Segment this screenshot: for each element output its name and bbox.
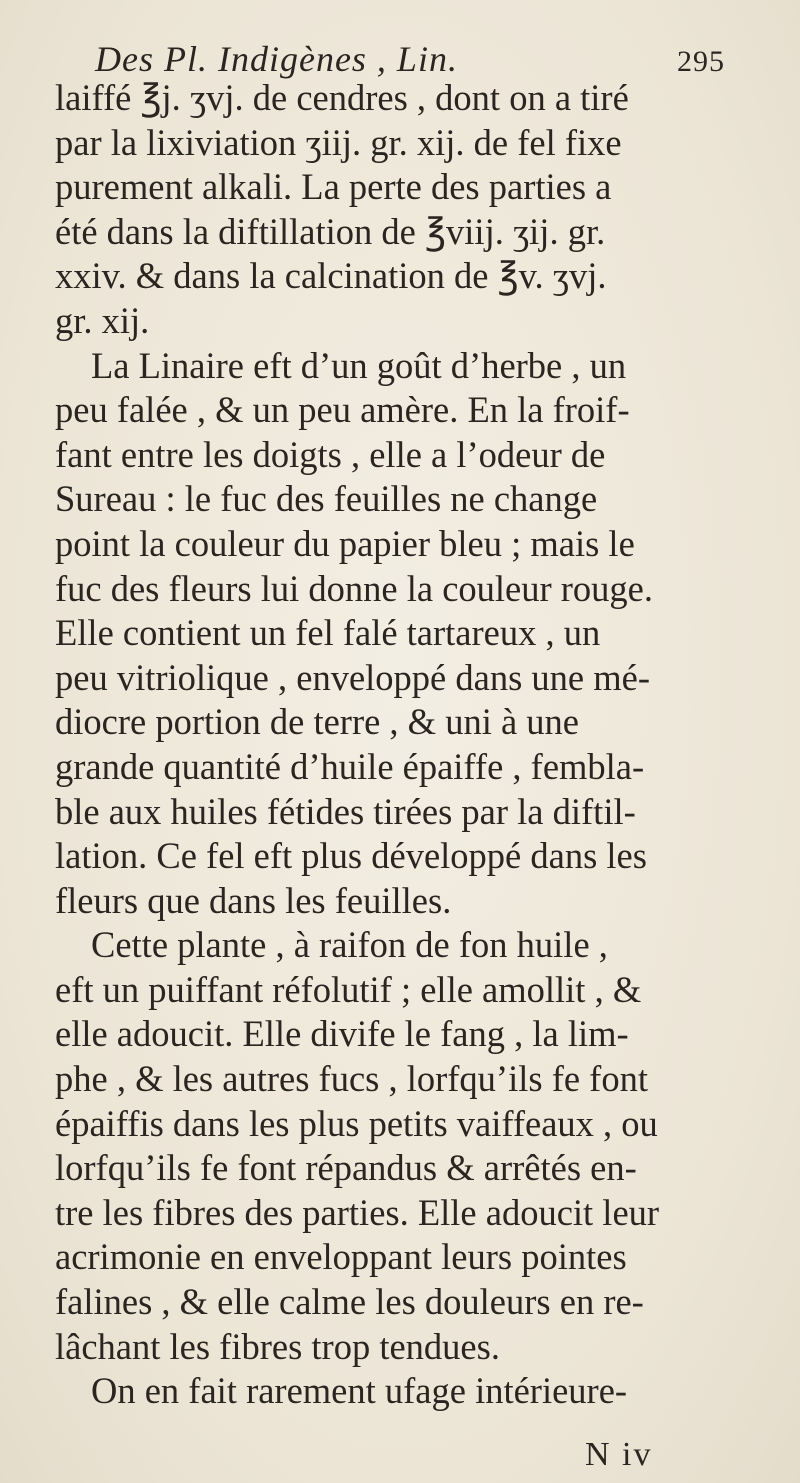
running-title: Des Pl. Indigènes , Lin. — [95, 39, 458, 79]
page-number: 295 — [677, 45, 725, 78]
text-line: peu vitriolique , enveloppé dans une mé- — [55, 656, 650, 698]
text-line: diocre portion de terre , & uni à une — [55, 701, 579, 743]
text-line: gr. xij. — [55, 299, 150, 341]
text-line: épaiffis dans les plus petits vaiffeaux , ou — [55, 1102, 658, 1144]
text-line: phe , & les autres fucs , lorfqu’ils fe font — [55, 1058, 648, 1100]
text-line: On en fait rarement ufage intérieure- — [91, 1370, 628, 1412]
text-line: fant entre les doigts , elle a l’odeur de — [55, 433, 606, 475]
text-line: falines , & elle calme les douleurs en re- — [55, 1281, 644, 1323]
text-line: La Linaire eft d’un goût d’herbe , un — [91, 344, 627, 386]
text-line: peu falée , & un peu amère. En la froif- — [55, 389, 630, 431]
text-line: été dans la diftillation de ℥viij. ʒij. gr. — [55, 210, 606, 252]
text-line: grande quantité d’huile épaiffe , fembla- — [55, 745, 645, 787]
text-line: purement alkali. La perte des parties a — [55, 166, 612, 208]
text-line: eft un puiffant réfolutif ; elle amollit , & — [55, 968, 642, 1010]
text-line: ble aux huiles fétides tirées par la diftil- — [55, 790, 636, 832]
text-line: laiffé ℥j. ʒvj. de cendres , dont on a tiré — [55, 77, 629, 118]
text-line: lâchant les fibres trop tendues. — [55, 1325, 500, 1367]
text-line: lorfqu’ils fe font répandus & arrêtés en- — [55, 1147, 637, 1189]
text-line: point la couleur du papier bleu ; mais le — [55, 522, 635, 564]
text-line: Sureau : le fuc des feuilles ne change — [55, 478, 598, 520]
signature-mark: N iv — [585, 1436, 653, 1473]
text-line: xxiv. & dans la calcination de ℥v. ʒvj. — [55, 255, 607, 297]
text-line: par la lixiviation ʒiij. gr. xij. de fel fixe — [55, 121, 622, 163]
text-line: lation. Ce fel eft plus développé dans les — [55, 835, 647, 877]
text-line: elle adoucit. Elle divife le fang , la lim- — [55, 1013, 629, 1055]
text-line: tre les fibres des parties. Elle adoucit leur — [55, 1191, 660, 1233]
text-line: Elle contient un fel falé tartareux , un — [55, 612, 601, 654]
body-text — [55, 76, 755, 1414]
text-line: Cette plante , à raifon de fon huile , — [91, 924, 608, 966]
text-line: fuc des fleurs lui donne la couleur rouge. — [55, 567, 653, 609]
text-line: fleurs que dans les feuilles. — [55, 879, 452, 921]
text-line: acrimonie en enveloppant leurs pointes — [55, 1236, 627, 1278]
